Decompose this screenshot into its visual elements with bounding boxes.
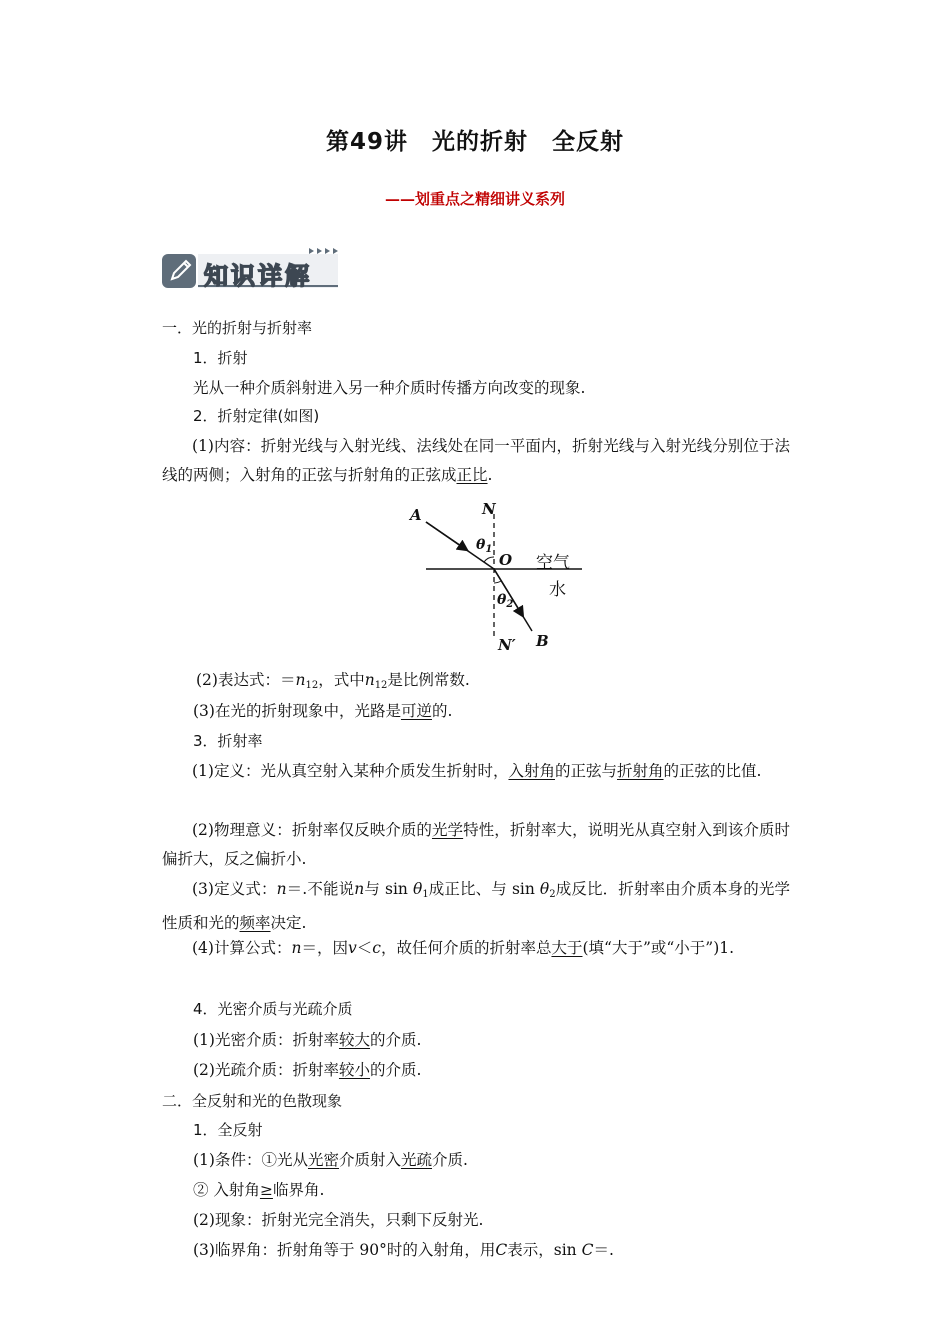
subsection-heading-1-1: 1．折射 [193, 349, 248, 367]
text: 成反比．折射率由介质本身的光学性质和光的 [162, 880, 790, 932]
paragraph [162, 432, 790, 490]
text: (2)表达式：＝ [196, 671, 296, 689]
paragraph [193, 1180, 324, 1200]
paragraph [196, 670, 470, 696]
label-air: 空气 [536, 553, 570, 573]
page-title: 第49讲 光的折射 全反射 [325, 129, 624, 155]
text: (1)定义：光从真空射入某种介质发生折射时， [192, 762, 509, 780]
paragraph [162, 816, 790, 874]
text: θ [476, 537, 486, 553]
answer-blank: 正比 [456, 466, 488, 484]
section-heading-2: 二．全反射和光的色散现象 [162, 1092, 343, 1110]
answer-blank: 可逆 [400, 702, 432, 720]
text: (填“大于”或“小于”)1. [582, 939, 735, 957]
refraction-diagram [404, 500, 594, 660]
text: 1 [485, 544, 493, 555]
text: (2)光疏介质：折射率 [193, 1061, 339, 1079]
answer-blank: 入射角 [508, 762, 555, 780]
text: 12 [374, 680, 388, 691]
label-n: N [482, 500, 496, 518]
text: 成正比、与 sin [428, 880, 540, 898]
paragraph [162, 934, 790, 963]
paragraph [162, 875, 790, 938]
paragraph [193, 1150, 468, 1170]
label-b: B [536, 632, 549, 650]
text: 介质. [432, 1151, 468, 1169]
text: θ [497, 592, 507, 608]
text: 2 [506, 599, 514, 610]
page-subtitle: ——划重点之精细讲义系列 [384, 190, 565, 208]
text: 12 [305, 680, 319, 691]
text: 介质射入 [338, 1151, 401, 1169]
text: 临界角. [272, 1181, 325, 1199]
text: 与 sin [364, 880, 413, 898]
text: C [581, 1241, 594, 1259]
text: 表示，sin [507, 1241, 582, 1259]
text: n [276, 880, 287, 898]
answer-blank: 较大 [338, 1031, 370, 1049]
text: (3)定义式： [192, 880, 277, 898]
answer-blank: ≥ [259, 1181, 273, 1199]
text: θ [539, 880, 550, 898]
section-heading-1: 一．光的折射与折射率 [162, 319, 313, 337]
text: 的. [431, 702, 453, 720]
paragraph [193, 701, 452, 721]
label-a: A [410, 506, 422, 524]
answer-blank: 大于 [551, 939, 583, 957]
label-theta2 [497, 592, 513, 610]
answer-blank: 较小 [338, 1061, 370, 1079]
text: ＜ [356, 939, 373, 957]
text: (4)计算公式： [192, 939, 292, 957]
text: (2)物理意义：折射率仅反映介质的 [192, 821, 432, 839]
text: ② 入射角 [193, 1181, 260, 1199]
text: 是比例常数. [387, 671, 470, 689]
section-banner [162, 247, 342, 291]
text: 1 [422, 889, 429, 900]
text: (1)内容：折射光线与入射光线、法线处在同一平面内，折射光线与入射光线分别位于法线的两侧；入射角的正弦与折射角的正弦成 [162, 437, 790, 484]
text: ＝.不能说 [286, 880, 355, 898]
text: n [291, 939, 302, 957]
paragraph: 光从一种介质斜射进入另一种介质时传播方向改变的现象. [193, 379, 586, 397]
text: c [372, 939, 381, 957]
text: ，故任何介质的折射率总 [380, 939, 552, 957]
text: 2 [549, 889, 556, 900]
paragraph [193, 1060, 421, 1080]
answer-blank: 光密 [307, 1151, 339, 1169]
subsection-heading-1-3: 3．折射率 [193, 732, 263, 750]
text: 的介质. [369, 1031, 422, 1049]
text: 的正弦的比值. [663, 762, 762, 780]
label-water: 水 [549, 580, 566, 600]
label-n-prime: N′ [498, 636, 516, 654]
subsection-heading-1-2: 2．折射定律(如图) [193, 407, 320, 425]
text: 特性，折射率大，说明光从真空射入到该介质时偏折大，反之偏折小. [162, 821, 790, 868]
text: v [347, 939, 357, 957]
banner-label: 知识详解 [204, 262, 312, 290]
text: θ [412, 880, 423, 898]
text: ＝. [593, 1241, 614, 1259]
answer-blank: 频率 [239, 914, 271, 932]
paragraph [193, 1240, 614, 1260]
text: n [354, 880, 365, 898]
paragraph [162, 757, 790, 786]
text: (1)光密介质：折射率 [193, 1031, 339, 1049]
text: (1)条件：①光从 [193, 1151, 308, 1169]
answer-blank: 光疏 [401, 1151, 433, 1169]
text: 的介质. [369, 1061, 422, 1079]
text: ，式中 [318, 671, 365, 689]
text: n [295, 671, 306, 689]
text: 决定. [270, 914, 307, 932]
subsection-heading-1-4: 4．光密介质与光疏介质 [193, 1000, 353, 1018]
text: C [495, 1241, 508, 1259]
answer-blank: 折射角 [617, 762, 664, 780]
text: . [487, 466, 493, 484]
paragraph: (2)现象：折射光完全消失，只剩下反射光. [193, 1211, 484, 1229]
paragraph [193, 1030, 421, 1050]
text: 的正弦与 [554, 762, 617, 780]
text: (3)临界角：折射角等于 90°时的入射角，用 [193, 1241, 496, 1259]
text: n [364, 671, 375, 689]
label-theta1 [476, 537, 492, 555]
label-o: O [499, 551, 513, 569]
answer-blank: 光学 [431, 821, 464, 839]
text: ＝，因 [301, 939, 348, 957]
text: (3)在光的折射现象中，光路是 [193, 702, 401, 720]
subsection-heading-2-1: 1．全反射 [193, 1121, 263, 1139]
